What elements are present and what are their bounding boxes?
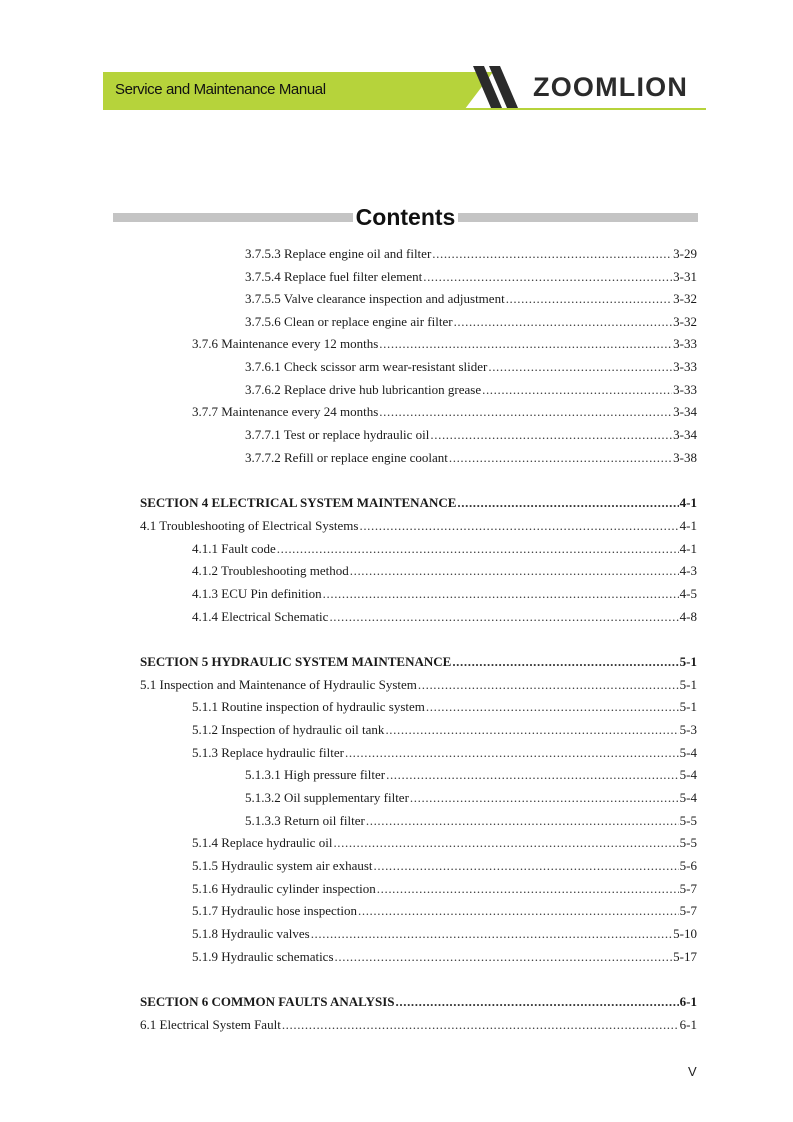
toc-entry-title: 5.1.3.2 Oil supplementary filter — [245, 790, 409, 805]
toc-leader-dots — [418, 677, 679, 693]
toc-entry-page: 6-1 — [679, 994, 697, 1009]
toc-leader-dots — [311, 926, 672, 942]
toc-entry-page: 5-4 — [679, 790, 697, 805]
toc-entry-title: 5.1.1 Routine inspection of hydraulic system — [192, 699, 425, 714]
toc-entry-title: 5.1.4 Replace hydraulic oil — [192, 835, 333, 850]
toc-entry-title: 5.1.5 Hydraulic system air exhaust — [192, 858, 373, 873]
toc-entry-page: 3-33 — [673, 359, 697, 374]
toc-leader-dots — [359, 518, 678, 534]
toc-entry-title: 3.7.6.1 Check scissor arm wear-resistant slider — [245, 359, 488, 374]
toc-entry-title: 3.7.6 Maintenance every 12 months — [192, 336, 379, 351]
toc-leader-dots — [374, 858, 679, 874]
toc-entry-title: 4.1.1 Fault code — [192, 541, 276, 556]
toc-entry-title: 3.7.5.6 Clean or replace engine air filter — [245, 314, 453, 329]
toc-entry-page: 4-1 — [679, 495, 697, 510]
toc-entry[interactable] — [192, 586, 697, 602]
toc-leader-dots — [377, 881, 679, 897]
toc-entry-title: 5.1.7 Hydraulic hose inspection — [192, 903, 357, 918]
toc-entry[interactable] — [245, 314, 697, 330]
toc-entry-title: 4.1.2 Troubleshooting method — [192, 563, 349, 578]
toc-entry-title: 5.1.3.1 High pressure filter — [245, 767, 386, 782]
toc-entry-page: 4-3 — [679, 563, 697, 578]
toc-leader-dots — [454, 314, 673, 330]
heading-rule-left — [113, 213, 353, 222]
toc-leader-dots — [423, 269, 672, 285]
toc-entry-page: 3-34 — [673, 427, 697, 442]
toc-entry[interactable] — [192, 722, 697, 738]
toc-leader-dots — [366, 813, 679, 829]
toc-leader-dots — [282, 1017, 679, 1033]
toc-entry[interactable] — [192, 835, 697, 851]
toc-entry[interactable] — [140, 1017, 697, 1033]
toc-entry-page: 5-3 — [679, 722, 697, 737]
toc-entry-page: 5-17 — [673, 949, 697, 964]
toc-section-heading[interactable] — [140, 994, 697, 1010]
page-header — [103, 66, 706, 110]
contents-heading — [113, 203, 698, 231]
toc-entry-page: 4-5 — [679, 586, 697, 601]
toc-entry[interactable] — [140, 677, 697, 693]
toc-entry-page: 4-1 — [679, 518, 697, 533]
toc-entry-page: 5-10 — [673, 926, 697, 941]
toc-entry-page: 5-5 — [679, 835, 697, 850]
toc-entry-title: SECTION 6 COMMON FAULTS ANALYSIS — [140, 994, 395, 1009]
toc-entry[interactable] — [192, 745, 697, 761]
toc-leader-dots — [432, 246, 672, 262]
toc-entry-page: 3-34 — [673, 404, 697, 419]
toc-entry[interactable] — [245, 767, 697, 783]
toc-entry[interactable] — [192, 404, 697, 420]
toc-entry-page: 5-5 — [679, 813, 697, 828]
toc-entry-page: 5-6 — [679, 858, 697, 873]
toc-leader-dots — [430, 427, 672, 443]
toc-leader-dots — [323, 586, 679, 602]
toc-entry-title: 3.7.5.4 Replace fuel filter element — [245, 269, 423, 284]
toc-entry-title: 5.1.6 Hydraulic cylinder inspection — [192, 881, 376, 896]
toc-entry-title: 3.7.7.1 Test or replace hydraulic oil — [245, 427, 430, 442]
toc-entry-title: 5.1.8 Hydraulic valves — [192, 926, 310, 941]
toc-entry-title: 5.1.9 Hydraulic schematics — [192, 949, 334, 964]
toc-entry-page: 5-1 — [679, 654, 697, 669]
toc-entry-title: 3.7.5.5 Valve clearance inspection and adjustment — [245, 291, 505, 306]
toc-entry-title: 6.1 Electrical System Fault — [140, 1017, 281, 1032]
heading-rule-right — [458, 213, 698, 222]
toc-entry[interactable] — [245, 790, 697, 806]
toc-entry[interactable] — [245, 269, 697, 285]
toc-leader-dots — [426, 699, 679, 715]
toc-entry-page: 3-29 — [673, 246, 697, 261]
toc-entry-page: 6-1 — [679, 1017, 697, 1032]
toc-leader-dots — [335, 949, 673, 965]
toc-entry-title: 4.1 Troubleshooting of Electrical Systems — [140, 518, 359, 533]
toc-entry[interactable] — [245, 427, 697, 443]
toc-entry-page: 3-32 — [673, 314, 697, 329]
page-number: V — [688, 1064, 697, 1079]
toc-entry[interactable] — [245, 246, 697, 262]
header-underline — [103, 108, 706, 110]
toc-entry[interactable] — [192, 541, 697, 557]
toc-entry-page: 5-1 — [679, 699, 697, 714]
toc-leader-dots — [333, 835, 678, 851]
toc-leader-dots — [482, 382, 672, 398]
toc-leader-dots — [358, 903, 679, 919]
toc-entry-title: 3.7.6.2 Replace drive hub lubricantion grease — [245, 382, 482, 397]
toc-entry-page: 4-1 — [679, 541, 697, 556]
toc-entry-title: 3.7.7.2 Refill or replace engine coolant — [245, 450, 448, 465]
zoomlion-logo-text: ZOOMLION — [533, 72, 689, 102]
toc-entry-page: 3-38 — [673, 450, 697, 465]
toc-leader-dots — [396, 994, 679, 1010]
toc-leader-dots — [488, 359, 672, 375]
toc-entry-page: 5-7 — [679, 881, 697, 896]
toc-entry-page: 3-32 — [673, 291, 697, 306]
toc-entry[interactable] — [245, 382, 697, 398]
toc-leader-dots — [457, 495, 678, 511]
toc-entry-page: 5-1 — [679, 677, 697, 692]
toc-leader-dots — [329, 609, 678, 625]
toc-entry-title: 4.1.4 Electrical Schematic — [192, 609, 329, 624]
toc-entry[interactable] — [192, 699, 697, 715]
toc-entry-page: 5-4 — [679, 745, 697, 760]
toc-entry[interactable] — [245, 291, 697, 307]
toc-entry[interactable] — [192, 881, 697, 897]
toc-leader-dots — [506, 291, 672, 307]
toc-entry[interactable] — [140, 518, 697, 534]
toc-leader-dots — [410, 790, 679, 806]
toc-entry-title: 5.1 Inspection and Maintenance of Hydraulic System — [140, 677, 417, 692]
toc-leader-dots — [452, 654, 678, 670]
toc-section-heading[interactable] — [140, 654, 697, 670]
toc-entry[interactable] — [192, 609, 697, 625]
toc-entry-title: 3.7.5.3 Replace engine oil and filter — [245, 246, 432, 261]
toc-entry[interactable] — [245, 359, 697, 375]
toc-leader-dots — [379, 336, 672, 352]
manual-title: Service and Maintenance Manual — [115, 81, 326, 98]
toc-entry-title: 4.1.3 ECU Pin definition — [192, 586, 322, 601]
contents-title: Contents — [355, 204, 456, 230]
toc-section-heading[interactable] — [140, 495, 697, 511]
toc-leader-dots — [350, 563, 679, 579]
toc-entry-page: 3-33 — [673, 382, 697, 397]
toc-leader-dots — [345, 745, 679, 761]
zoomlion-logo-icon — [469, 66, 529, 108]
toc-leader-dots — [379, 404, 672, 420]
toc-entry[interactable] — [245, 813, 697, 829]
toc-entry[interactable] — [192, 336, 697, 352]
toc-leader-dots — [386, 767, 679, 783]
toc-entry[interactable] — [192, 949, 697, 965]
toc-entry-page: 5-7 — [679, 903, 697, 918]
toc-entry[interactable] — [192, 926, 697, 942]
toc-entry-title: 5.1.2 Inspection of hydraulic oil tank — [192, 722, 385, 737]
toc-entry-page: 3-33 — [673, 336, 697, 351]
toc-leader-dots — [277, 541, 679, 557]
toc-entry[interactable] — [192, 563, 697, 579]
toc-leader-dots — [449, 450, 672, 466]
toc-entry[interactable] — [192, 858, 697, 874]
toc-entry-title: SECTION 4 ELECTRICAL SYSTEM MAINTENANCE — [140, 495, 457, 510]
toc-entry[interactable] — [245, 450, 697, 466]
toc-leader-dots — [385, 722, 678, 738]
toc-entry-page: 4-8 — [679, 609, 697, 624]
toc-entry-page: 5-4 — [679, 767, 697, 782]
toc-entry-page: 3-31 — [673, 269, 697, 284]
toc-entry-title: 3.7.7 Maintenance every 24 months — [192, 404, 379, 419]
toc-entry[interactable] — [192, 903, 697, 919]
toc-entry-title: 5.1.3 Replace hydraulic filter — [192, 745, 344, 760]
toc-entry-title: SECTION 5 HYDRAULIC SYSTEM MAINTENANCE — [140, 654, 452, 669]
toc-entry-title: 5.1.3.3 Return oil filter — [245, 813, 365, 828]
